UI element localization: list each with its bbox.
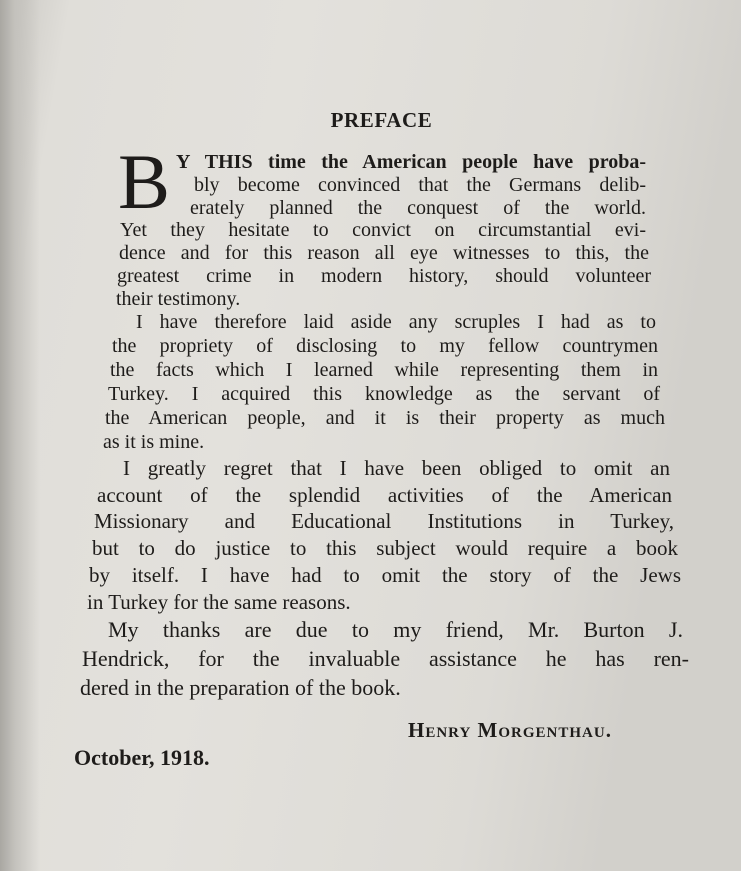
paragraph-3-line-2: account of the splendid activities of the American	[97, 483, 672, 507]
paragraph-2-line-2: the propriety of disclosing to my fellow countrymen	[112, 335, 658, 357]
paragraph-1-line-7: their testimony.	[116, 288, 241, 310]
paragraph-3-line-6: in Turkey for the same reasons.	[87, 590, 351, 614]
paragraph-3-line-1: I greatly regret that I have been obliged to omit an	[123, 456, 670, 480]
paragraph-4-line-1: My thanks are due to my friend, Mr. Burton J.	[108, 617, 683, 642]
paragraph-1-line-6: greatest crime in modern history, should volunteer	[117, 265, 651, 287]
page-title: PREFACE	[330, 108, 433, 132]
paragraph-2-line-3: the facts which I learned while representing them in	[110, 359, 658, 381]
paragraph-4-line-2: Hendrick, for the invaluable assistance he has ren-	[82, 646, 689, 671]
paragraph-3-line-4: but to do justice to this subject would require a book	[92, 536, 678, 560]
author-signature: Henry Morgenthau.	[408, 718, 612, 742]
paragraph-1-line-1: Y THIS time the American people have proba-	[176, 151, 646, 173]
paragraph-2-line-5: the American people, and it is their property as much	[105, 407, 665, 429]
paragraph-1-line-2: bly become convinced that the Germans delib-	[194, 174, 646, 196]
paragraph-1-line-5: dence and for this reason all eye witnesses to this, the	[119, 242, 649, 264]
paragraph-3-line-5: by itself. I have had to omit the story of the Jews	[89, 563, 681, 587]
drop-cap: B	[118, 138, 171, 225]
paragraph-2-line-6: as it is mine.	[103, 431, 205, 453]
paragraph-1-line-4: Yet they hesitate to convict on circumstantial evi-	[120, 219, 646, 241]
paragraph-3-line-3: Missionary and Educational Institutions in Turkey,	[94, 509, 674, 533]
paragraph-2-line-4: Turkey. I acquired this knowledge as the servant of	[108, 383, 660, 405]
paragraph-1-line-3: erately planned the conquest of the world.	[190, 197, 646, 219]
paragraph-2-line-1: I have therefore laid aside any scruples I had as to	[136, 311, 656, 333]
preface-date: October, 1918.	[74, 745, 210, 770]
paragraph-4-line-3: dered in the preparation of the book.	[80, 675, 401, 700]
